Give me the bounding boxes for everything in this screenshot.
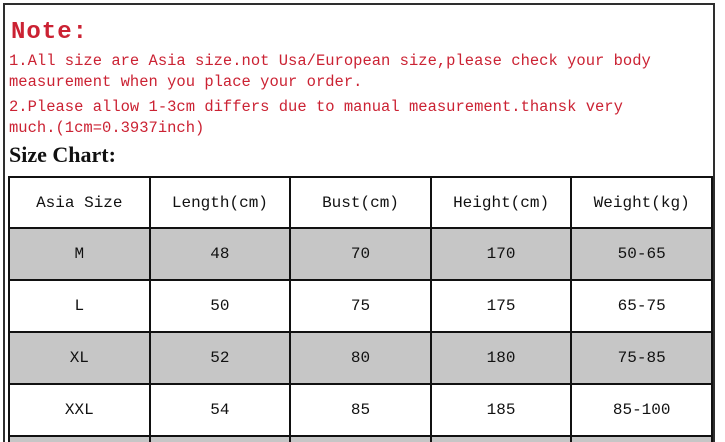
table-header-row [9, 177, 712, 228]
table-row-m [9, 228, 712, 280]
cell-empty [9, 436, 150, 442]
cell-size: XXL [9, 384, 150, 436]
cell-empty [571, 436, 712, 442]
cell-bust: 75 [290, 280, 431, 332]
note-title: Note: [11, 19, 89, 46]
size-table-header [9, 177, 712, 228]
table-row-xl [9, 332, 712, 384]
cell-empty [431, 436, 572, 442]
header-cell-length: Length(cm) [150, 177, 291, 228]
header-cell-weight: Weight(kg) [571, 177, 712, 228]
cell-empty [290, 436, 431, 442]
header-cell-asia-size: Asia Size [9, 177, 150, 228]
cell-size: M [9, 228, 150, 280]
cell-height: 180 [431, 332, 572, 384]
cell-length: 50 [150, 280, 291, 332]
page-frame [3, 3, 715, 442]
cell-height: 185 [431, 384, 572, 436]
cell-length: 54 [150, 384, 291, 436]
cell-height: 175 [431, 280, 572, 332]
cell-weight: 85-100 [571, 384, 712, 436]
table-row-xxl [9, 384, 712, 436]
cell-height: 170 [431, 228, 572, 280]
size-table-body [9, 228, 712, 442]
note-item-2: 2.Please allow 1-3cm differs due to manual measurement.thansk very much.(1cm=0.3937inch) [9, 98, 623, 137]
cell-bust: 85 [290, 384, 431, 436]
table-row-partial [9, 436, 712, 442]
cell-empty [150, 436, 291, 442]
cell-length: 52 [150, 332, 291, 384]
cell-weight: 50-65 [571, 228, 712, 280]
cell-weight: 75-85 [571, 332, 712, 384]
cell-length: 48 [150, 228, 291, 280]
size-chart-heading: Size Chart: [9, 142, 116, 167]
header-cell-bust: Bust(cm) [290, 177, 431, 228]
cell-bust: 70 [290, 228, 431, 280]
note-item-1: 1.All size are Asia size.not Usa/European size,please check your body measurement when you place your order. [9, 52, 651, 91]
cell-size: L [9, 280, 150, 332]
cell-weight: 65-75 [571, 280, 712, 332]
table-row-l [9, 280, 712, 332]
cell-size: XL [9, 332, 150, 384]
size-table [8, 176, 713, 442]
header-cell-height: Height(cm) [431, 177, 572, 228]
cell-bust: 80 [290, 332, 431, 384]
